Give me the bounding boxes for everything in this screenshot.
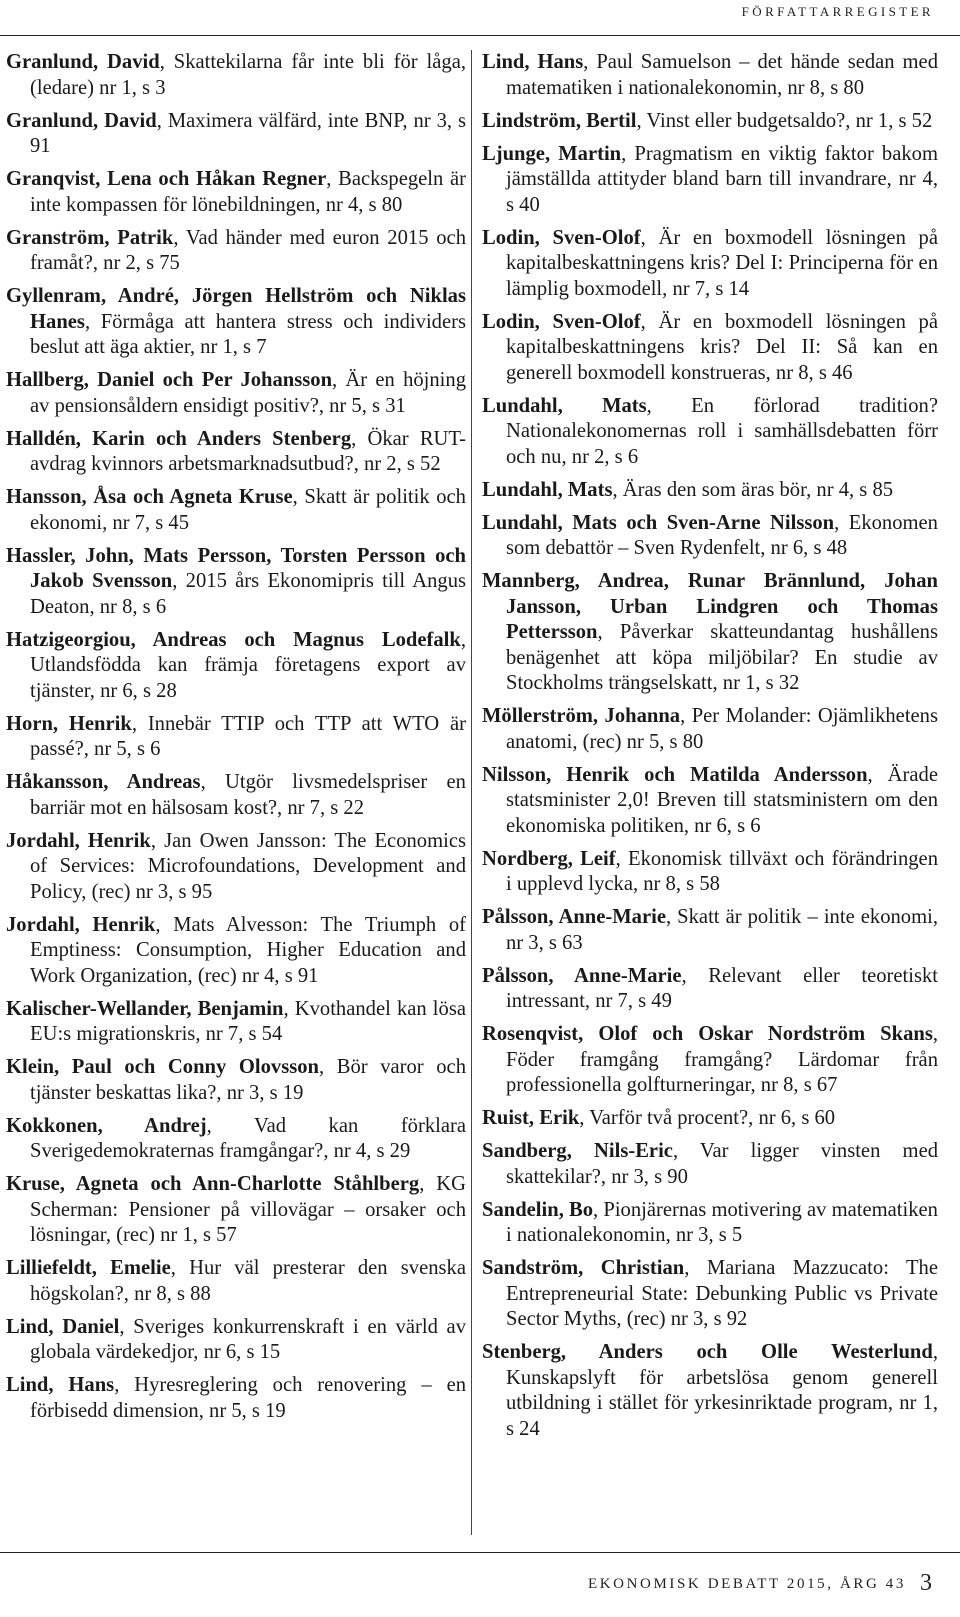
- entry-author: Lundahl, Mats: [482, 394, 647, 417]
- entry-title: , Är en boxmodell lösningen på kapitalbeskattningens kris? Del II: Så kan en generell boxmodell konstrueras, nr 8, s 46: [506, 310, 938, 384]
- index-entry: [482, 1198, 938, 1249]
- index-entry: [6, 226, 466, 277]
- entry-author: Granström, Patrik: [6, 226, 174, 249]
- entry-title: , En förlorad tradition? Nationalekonomernas roll i samhällsdebatten förr och nu, nr 2, s 6: [506, 394, 938, 468]
- entry-author: Jordahl, Henrik: [6, 829, 151, 852]
- index-entry: [482, 310, 938, 387]
- entry-author: Möllerström, Johanna: [482, 705, 681, 727]
- entry-author: Nilsson, Henrik och Matilda Andersson: [482, 763, 868, 786]
- entry-author: Klein, Paul och Conny Olovsson: [6, 1056, 319, 1078]
- index-entry: [6, 1373, 466, 1424]
- entry-author: Lindström, Bertil: [482, 109, 637, 132]
- entry-author: Ruist, Erik: [482, 1107, 580, 1129]
- entry-author: Kokkonen, Andrej: [6, 1114, 207, 1137]
- entry-author: Hansson, Åsa och Agneta Kruse: [6, 486, 293, 508]
- entry-author: Ljunge, Martin: [482, 142, 622, 165]
- entry-title: , Skatt är politik och ekonomi, nr 7, s 45: [30, 486, 466, 534]
- entry-title: , Utlandsfödda kan främja företagens export av tjänster, nr 6, s 28: [30, 628, 466, 702]
- entry-author: Sandelin, Bo: [482, 1198, 594, 1221]
- entry-title: , Kvothandel kan lösa EU:s migrationskris, nr 7, s 54: [30, 997, 466, 1045]
- bottom-rule: [0, 1552, 960, 1553]
- index-entry: [482, 142, 938, 219]
- entry-author: Granlund, David: [6, 109, 157, 132]
- entry-author: Håkansson, Andreas: [6, 771, 201, 793]
- entry-title: , Per Molander: Ojämlikhetens anatomi, (rec) nr 5, s 80: [506, 705, 938, 753]
- index-entry: [6, 368, 466, 419]
- index-entry: [6, 628, 466, 705]
- entry-title: , Utgör livsmedelspriser en barriär mot en hälsosam kost?, nr 7, s 22: [30, 771, 466, 819]
- entry-title: , KG Scherman: Pensioner på villovägar – orsaker och lösningar, (rec) nr 1, s 57: [30, 1173, 466, 1246]
- index-entry: [6, 712, 466, 763]
- index-entry: [6, 997, 466, 1048]
- entry-author: Jordahl, Henrik: [6, 913, 156, 936]
- entry-title: , Bör varor och tjänster beskattas lika?, nr 3, s 19: [30, 1056, 466, 1104]
- entry-title: , Skattekilarna får inte bli för låga, (ledare) nr 1, s 3: [30, 51, 466, 99]
- entry-title: , Vad händer med euron 2015 och framåt?, nr 2, s 75: [30, 226, 466, 274]
- index-entry: [482, 1139, 938, 1190]
- index-entry: [482, 964, 938, 1015]
- entry-author: Granqvist, Lena och Håkan Regner: [6, 168, 327, 190]
- entry-title: , Vad kan förklara Sverigedemokraternas framgångar?, nr 4, s 29: [30, 1114, 466, 1162]
- entry-title: , Föder framgång framgång? Lärdomar från professionella golfturneringar, nr 8, s 67: [506, 1023, 938, 1096]
- entry-author: Lodin, Sven-Olof: [482, 310, 641, 333]
- entry-author: Lind, Hans: [482, 51, 584, 73]
- index-entry: [482, 847, 938, 898]
- index-entry: [6, 1172, 466, 1249]
- index-entry: [6, 1256, 466, 1307]
- entry-author: Mannberg, Andrea, Runar Brännlund, Johan Jansson, Urban Lindgren och Thomas Pettersson: [482, 570, 938, 643]
- index-entry: [6, 167, 466, 218]
- index-entry: [482, 511, 938, 562]
- entry-title: , Maximera välfärd, inte BNP, nr 3, s 91: [30, 109, 466, 157]
- index-entry: [6, 1055, 466, 1106]
- index-entry: [6, 50, 466, 101]
- entry-title: , 2015 års Ekonomipris till Angus Deaton, nr 8, s 6: [30, 570, 467, 618]
- index-entry: [6, 485, 466, 536]
- entry-author: Lundahl, Mats: [482, 478, 613, 501]
- entry-author: Lodin, Sven-Olof: [482, 226, 641, 249]
- entry-title: , Varför två procent?, nr 6, s 60: [579, 1107, 836, 1129]
- entry-title: , Är en höjning av pensionsåldern ensidigt positiv?, nr 5, s 31: [30, 369, 466, 417]
- index-entry: [482, 394, 938, 471]
- entry-title: , Kunskapslyft för arbetslösa genom generell utbildning i stället för yrkesinriktade program, nr 1, s 24: [506, 1341, 938, 1440]
- page-number: 3: [920, 1570, 932, 1596]
- index-entry: [482, 478, 938, 504]
- index-entry: [482, 905, 938, 956]
- entry-author: Horn, Henrik: [6, 712, 132, 735]
- entry-title: , Skatt är politik – inte ekonomi, nr 3, s 63: [506, 906, 938, 954]
- entry-author: Gyllenram, André, Jörgen Hellström och Niklas Hanes: [6, 285, 466, 333]
- right-column: [482, 50, 938, 1450]
- entry-author: Kruse, Agneta och Ann-Charlotte Ståhlberg: [6, 1173, 420, 1195]
- index-entry: [6, 284, 466, 361]
- entry-title: , Vinst eller budgetsaldo?, nr 1, s 52: [636, 109, 933, 132]
- entry-title: , Mats Alvesson: The Triumph of Emptiness: Consumption, Higher Education and Work Organization, (rec) nr 4, s 91: [30, 913, 466, 987]
- index-entry: [482, 763, 938, 840]
- entry-author: Kalischer-Wellander, Benjamin: [6, 997, 284, 1020]
- entry-title: , Hyresreglering och renovering – en förbisedd dimension, nr 5, s 19: [30, 1374, 467, 1422]
- entry-author: Granlund, David: [6, 51, 160, 73]
- entry-title: , Var ligger vinsten med skattekilar?, nr 3, s 90: [506, 1140, 939, 1188]
- entry-author: Pålsson, Anne-Marie: [482, 906, 666, 928]
- entry-title: , Ekonomisk tillväxt och förändringen i upplevd lycka, nr 8, s 58: [506, 847, 938, 895]
- entry-title: , Paul Samuelson – det hände sedan med matematiken i nationalekonomin, nr 8, s 80: [506, 51, 938, 99]
- entry-title: , Är en boxmodell lösningen på kapitalbeskattningens kris? Del I: Principerna för en lämplig boxmodell, nr 7, s 14: [506, 226, 938, 300]
- entry-title: , Ekonomen som debattör – Sven Rydenfelt, nr 6, s 48: [506, 511, 938, 559]
- entry-title: , Jan Owen Jansson: The Economics of Services: Microfoundations, Development and Policy, (rec) nr 3, s 95: [30, 829, 466, 903]
- index-entry: [6, 770, 466, 821]
- running-head: FÖRFATTARREGISTER: [741, 4, 934, 19]
- index-entry: [6, 1315, 466, 1366]
- index-entry: [6, 913, 466, 990]
- entry-author: Sandström, Christian: [482, 1257, 685, 1279]
- entry-title: , Pragmatism en viktig faktor bakom jämställda attityder bland barn till invandrare, nr 4, s 40: [506, 142, 938, 216]
- index-entry: [482, 109, 938, 135]
- index-entry: [6, 109, 466, 160]
- index-entry: [482, 569, 938, 697]
- entry-author: Halldén, Karin och Anders Stenberg: [6, 427, 352, 450]
- left-column: [6, 50, 466, 1432]
- index-entry: [482, 1106, 938, 1132]
- entry-author: Lind, Daniel: [6, 1315, 120, 1338]
- entry-author: Sandberg, Nils-Eric: [482, 1140, 673, 1162]
- index-entry: [6, 1114, 466, 1165]
- index-entry: [6, 544, 466, 621]
- entry-author: Hallberg, Daniel och Per Johansson: [6, 369, 333, 391]
- index-entry: [6, 427, 466, 478]
- entry-author: Pålsson, Anne-Marie: [482, 964, 682, 987]
- index-entry: [6, 829, 466, 906]
- index-entry: [482, 1022, 938, 1099]
- entry-title: , Äras den som äras bör, nr 4, s 85: [612, 478, 894, 501]
- column-divider: [471, 50, 472, 1535]
- entry-title: , Förmåga att hantera stress och individers beslut att äga aktier, nr 1, s 7: [30, 310, 466, 358]
- footer: [588, 1570, 932, 1597]
- entry-title: , Mariana Mazzucato: The Entrepreneurial State: Debunking Public vs Private Sector Myths, (rec) nr 3, s 92: [506, 1257, 938, 1330]
- entry-title: , Pionjärernas motivering av matematiken i nationalekonomin, nr 3, s 5: [506, 1198, 938, 1246]
- entry-title: , Påverkar skatteundantag hushållens benägenhet att köpa miljöbilar? En studie av Stockholms trängselskatt, nr 1, s 32: [506, 621, 938, 694]
- top-rule: [0, 35, 960, 36]
- entry-author: Hatzigeorgiou, Andreas och Magnus Lodefalk: [6, 628, 461, 651]
- entry-author: Rosenqvist, Olof och Oskar Nordström Skans: [482, 1023, 933, 1045]
- entry-title: , Ärade statsminister 2,0! Breven till statsministern om den ekonomiska politiken, nr 6, s 6: [506, 763, 938, 837]
- entry-title: , Ökar RUT-avdrag kvinnors arbetsmarknadsutbud?, nr 2, s 52: [30, 427, 466, 475]
- entry-title: , Sveriges konkurrenskraft i en värld av globala värdekedjor, nr 6, s 15: [30, 1315, 466, 1363]
- journal-name: EKONOMISK DEBATT 2015, ÅRG 43: [587, 1576, 906, 1592]
- entry-author: Hassler, John, Mats Persson, Torsten Persson och Jakob Svensson: [6, 544, 466, 592]
- entry-title: , Hur väl presterar den svenska högskolan?, nr 8, s 88: [30, 1257, 466, 1305]
- entry-author: Lundahl, Mats och Sven-Arne Nilsson: [482, 511, 835, 534]
- index-entry: [482, 1340, 938, 1442]
- entry-author: Lilliefeldt, Emelie: [6, 1257, 171, 1279]
- index-entry: [482, 226, 938, 303]
- entry-author: Lind, Hans: [6, 1374, 115, 1396]
- index-entry: [482, 50, 938, 101]
- entry-title: , Relevant eller teoretiskt intressant, nr 7, s 49: [506, 964, 938, 1012]
- index-entry: [482, 704, 938, 755]
- entry-title: , Backspegeln är inte kompassen för lönebildningen, nr 4, s 80: [30, 168, 466, 216]
- index-entry: [482, 1256, 938, 1333]
- entry-title: , Innebär TTIP och TTP att WTO är passé?, nr 5, s 6: [30, 712, 466, 760]
- entry-author: Stenberg, Anders och Olle Westerlund: [482, 1341, 933, 1363]
- entry-author: Nordberg, Leif: [482, 847, 616, 870]
